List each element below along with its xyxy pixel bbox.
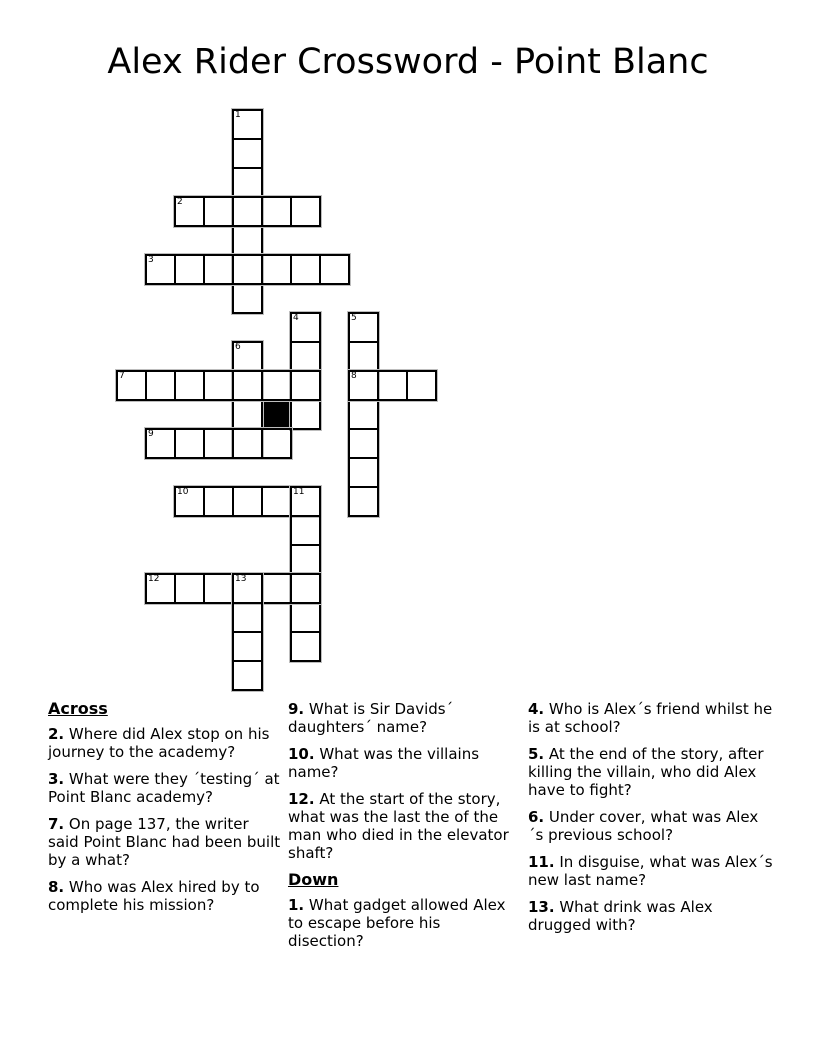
grid-cell xyxy=(204,574,233,603)
page-title: Alex Rider Crossword - Point Blanc xyxy=(107,42,709,82)
cell-number: 1 xyxy=(235,110,241,120)
clue-1: 1. What gadget allowed Alex to escape before his disection? xyxy=(288,896,506,950)
grid-cell xyxy=(262,255,291,284)
grid-cell xyxy=(204,255,233,284)
down-header: Down xyxy=(288,870,339,889)
cell-number: 4 xyxy=(293,313,299,323)
clue-3: 3. What were they ´testing´ at Point Blanc academy? xyxy=(48,770,280,806)
grid-cell xyxy=(175,487,204,516)
clue-13: 13. What drink was Alex drugged with? xyxy=(528,898,713,934)
cell-number: 12 xyxy=(148,574,160,584)
grid-cell xyxy=(291,197,320,226)
grid-cell xyxy=(204,371,233,400)
cell-number: 7 xyxy=(119,371,125,381)
grid-cell xyxy=(175,429,204,458)
cell-number: 3 xyxy=(148,255,154,265)
grid-cell xyxy=(146,574,175,603)
clue-11: 11. In disguise, what was Alex´s new last name? xyxy=(528,853,773,889)
clue-number: 8. xyxy=(48,878,65,896)
grid-cell xyxy=(204,429,233,458)
grid-cell xyxy=(291,400,320,429)
cell-number: 6 xyxy=(235,342,241,352)
grid-cell xyxy=(291,487,320,516)
grid-cell xyxy=(204,487,233,516)
grid-cell xyxy=(175,255,204,284)
clue-number: 12. xyxy=(288,790,315,808)
clue-number: 3. xyxy=(48,770,65,788)
clue-number: 13. xyxy=(528,898,555,916)
grid-cell xyxy=(291,342,320,371)
grid-cell xyxy=(233,400,262,429)
grid-cell xyxy=(291,603,320,632)
clue-column-1 xyxy=(48,700,281,923)
grid-cell xyxy=(233,342,262,371)
black-cell xyxy=(262,400,291,429)
grid-cell xyxy=(233,603,262,632)
grid-cell xyxy=(175,197,204,226)
grid-cell xyxy=(262,487,291,516)
grid-cell xyxy=(349,429,378,458)
grid-cell xyxy=(233,429,262,458)
grid-cell xyxy=(291,545,320,574)
grid-cell xyxy=(291,255,320,284)
grid-cell xyxy=(291,632,320,661)
grid-cell xyxy=(233,110,262,139)
grid-cell xyxy=(204,197,233,226)
grid-cell xyxy=(291,313,320,342)
grid-cell xyxy=(233,284,262,313)
grid-cell xyxy=(233,226,262,255)
grid-cell xyxy=(349,342,378,371)
clue-7: 7. On page 137, the writer said Point Blanc had been built by a what? xyxy=(48,815,281,869)
grid-cell xyxy=(262,371,291,400)
grid-cell xyxy=(233,168,262,197)
clue-number: 1. xyxy=(288,896,305,914)
grid-cell xyxy=(349,400,378,429)
cell-number: 5 xyxy=(351,313,357,323)
clue-number: 11. xyxy=(528,853,555,871)
cell-number: 11 xyxy=(293,487,305,497)
clue-number: 4. xyxy=(528,700,545,718)
grid-cell xyxy=(175,371,204,400)
clue-number: 7. xyxy=(48,815,65,833)
grid-cell xyxy=(233,139,262,168)
grid-cell xyxy=(262,197,291,226)
clue-number: 6. xyxy=(528,808,545,826)
grid-cell xyxy=(233,255,262,284)
grid-cell xyxy=(407,371,436,400)
grid-cell xyxy=(233,632,262,661)
clue-12: 12. At the start of the story, what was the last the of the man who died in the elevator shaft? xyxy=(288,790,509,862)
cell-number: 8 xyxy=(351,371,357,381)
grid-cell xyxy=(233,487,262,516)
grid-cell xyxy=(378,371,407,400)
clue-column-3 xyxy=(528,700,773,943)
grid-cell xyxy=(262,429,291,458)
grid-cell xyxy=(349,487,378,516)
clue-number: 2. xyxy=(48,725,65,743)
grid-cell xyxy=(117,371,146,400)
grid-cell xyxy=(233,371,262,400)
cell-number: 10 xyxy=(177,487,189,497)
grid-cell xyxy=(233,661,262,690)
clue-number: 9. xyxy=(288,700,305,718)
clue-number: 10. xyxy=(288,745,315,763)
grid-cell xyxy=(146,371,175,400)
clue-9: 9. What is Sir Davids´ daughters´ name? xyxy=(288,700,454,736)
grid-cell xyxy=(349,458,378,487)
grid-cell xyxy=(146,429,175,458)
clue-4: 4. Who is Alex´s friend whilst he is at school? xyxy=(528,700,773,736)
clue-number: 5. xyxy=(528,745,545,763)
grid-cell xyxy=(349,371,378,400)
clue-8: 8. Who was Alex hired by to complete his mission? xyxy=(48,878,260,914)
clue-column-2 xyxy=(288,700,516,959)
cell-number: 13 xyxy=(235,574,247,584)
grid-cell xyxy=(146,255,175,284)
clue-6: 6. Under cover, what was Alex´s previous school? xyxy=(528,808,759,844)
cell-number: 9 xyxy=(148,429,154,439)
grid-cell xyxy=(349,313,378,342)
across-header: Across xyxy=(48,699,108,718)
grid-cell xyxy=(291,574,320,603)
clue-5: 5. At the end of the story, after killing the villain, who did Alex have to fight? xyxy=(528,745,764,799)
clue-2: 2. Where did Alex stop on his journey to the academy? xyxy=(48,725,270,761)
grid-cell xyxy=(291,516,320,545)
clue-10: 10. What was the villains name? xyxy=(288,745,480,781)
grid-cell xyxy=(233,574,262,603)
cell-number: 2 xyxy=(177,197,183,207)
grid-cell xyxy=(291,371,320,400)
grid-cell xyxy=(233,197,262,226)
grid-cell xyxy=(320,255,349,284)
grid-cell xyxy=(175,574,204,603)
grid-cell xyxy=(262,574,291,603)
